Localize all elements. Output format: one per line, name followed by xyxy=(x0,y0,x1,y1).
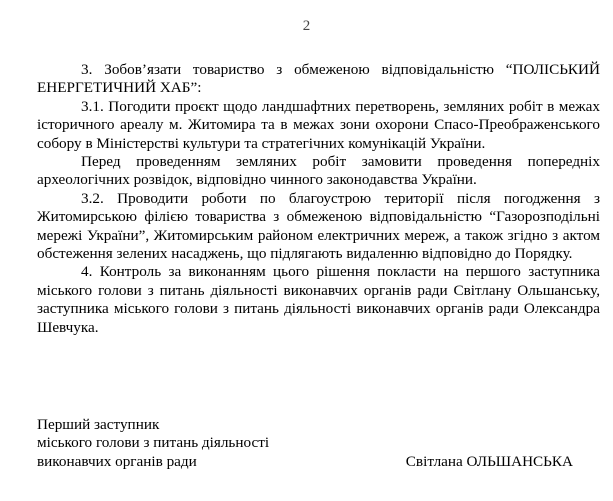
signatory-title-line-1: Перший заступник xyxy=(37,416,160,433)
signature-block xyxy=(37,416,600,471)
paragraph-item-4: 4. Контроль за виконанням цього рішення покласти на першого заступника міського голови з питань діяльності виконавчих органів ради Світлану Ольшанську, заступника міського голови з питань діяльності виконавчих органів ради Олександра Шевчука. xyxy=(37,263,600,336)
page-number: 2 xyxy=(302,18,311,34)
paragraph-item-3-2: 3.2. Проводити роботи по благоустрою території після погодження з Житомирською філією товариства з обмеженою відповідальністю “Газорозподільні мережі України”, Житомирським районом електричних мереж, а також згідно з актом обстеження зелених насаджень, що підлягають видаленню відповідно до Порядку. xyxy=(37,189,600,263)
signatory-title-line-2: міського голови з питань діяльності xyxy=(37,434,270,452)
paragraph-item-3-1: 3.1. Погодити проєкт щодо ландшафтних перетворень, земляних робіт в межах історичного ареалу м. Житомира та в межах зони охорони Спасо-Преображенського собору в Міністерстві культури та стратегічних комунікацій України. xyxy=(37,97,600,152)
paragraph-archaeology: Перед проведенням земляних робіт замовити проведення попередніх археологічних розвідок, відповідно чинного законодавства України. xyxy=(37,153,600,189)
document-body xyxy=(37,61,600,337)
signatory-title-line-3: виконавчих органів ради xyxy=(37,452,197,470)
signatory-name: Світлана ОЛЬШАНСЬКА xyxy=(405,452,573,470)
paragraph-item-3: 3. Зобов’язати товариство з обмеженою відповідальністю “ПОЛІСЬКИЙ ЕНЕРГЕТИЧНИЙ ХАБ”: xyxy=(37,61,600,97)
